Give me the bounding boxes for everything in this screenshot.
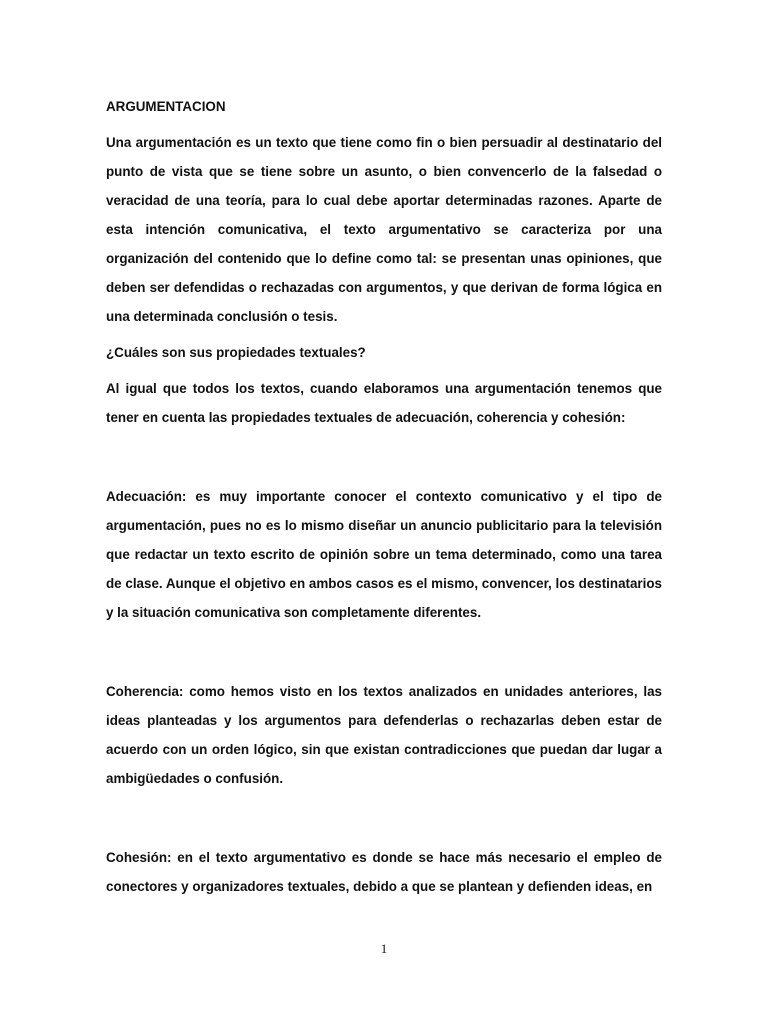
- paragraph-cohesion: Cohesión: en el texto argumentativo es donde se hace más necesario el empleo de conectores y organizadores textuales, debido a que se plantean y defienden ideas, en: [106, 850, 662, 894]
- paragraph-adecuacion: Adecuación: es muy importante conocer el contexto comunicativo y el tipo de argumentación, pues no es lo mismo diseñar un anuncio publicitario para la televisión que redactar un texto escrito de opinión sobre un tema determinado, como una tarea de clase. Aunque el objetivo en ambos casos es el mismo, convencer, los destinatarios y la situación comunicativa son completamente diferentes.: [106, 489, 662, 620]
- paragraph-coherencia: Coherencia: como hemos visto en los textos analizados en unidades anteriores, las ideas planteadas y los argumentos para defenderlas o rechazarlas deben estar de acuerdo con un orden lógico, sin que existan contradicciones que puedan dar lugar a ambigüedades o confusión.: [106, 684, 662, 786]
- document-body: [106, 92, 662, 908]
- paragraph-properties: Al igual que todos los textos, cuando elaboramos una argumentación tenemos que tener en cuenta las propiedades textuales de adecuación, coherencia y cohesión:: [106, 381, 662, 425]
- paragraph-question: ¿Cuáles son sus propiedades textuales?: [106, 345, 366, 360]
- document-title: ARGUMENTACION: [106, 99, 226, 114]
- page-number: 1: [380, 941, 388, 956]
- paragraph-intro: Una argumentación es un texto que tiene como fin o bien persuadir al destinatario del punto de vista que se tiene sobre un asunto, o bien convencerlo de la falsedad o veracidad de una teoría, para lo cual debe aportar determinadas razones. Aparte de esta intención comunicativa, el texto argumentativo se caracteriza por una organización del contenido que lo define como tal: se presentan unas opiniones, que deben ser defendidas o rechazadas con argumentos, y que derivan de forma lógica en una determinada conclusión o tesis.: [106, 135, 662, 324]
